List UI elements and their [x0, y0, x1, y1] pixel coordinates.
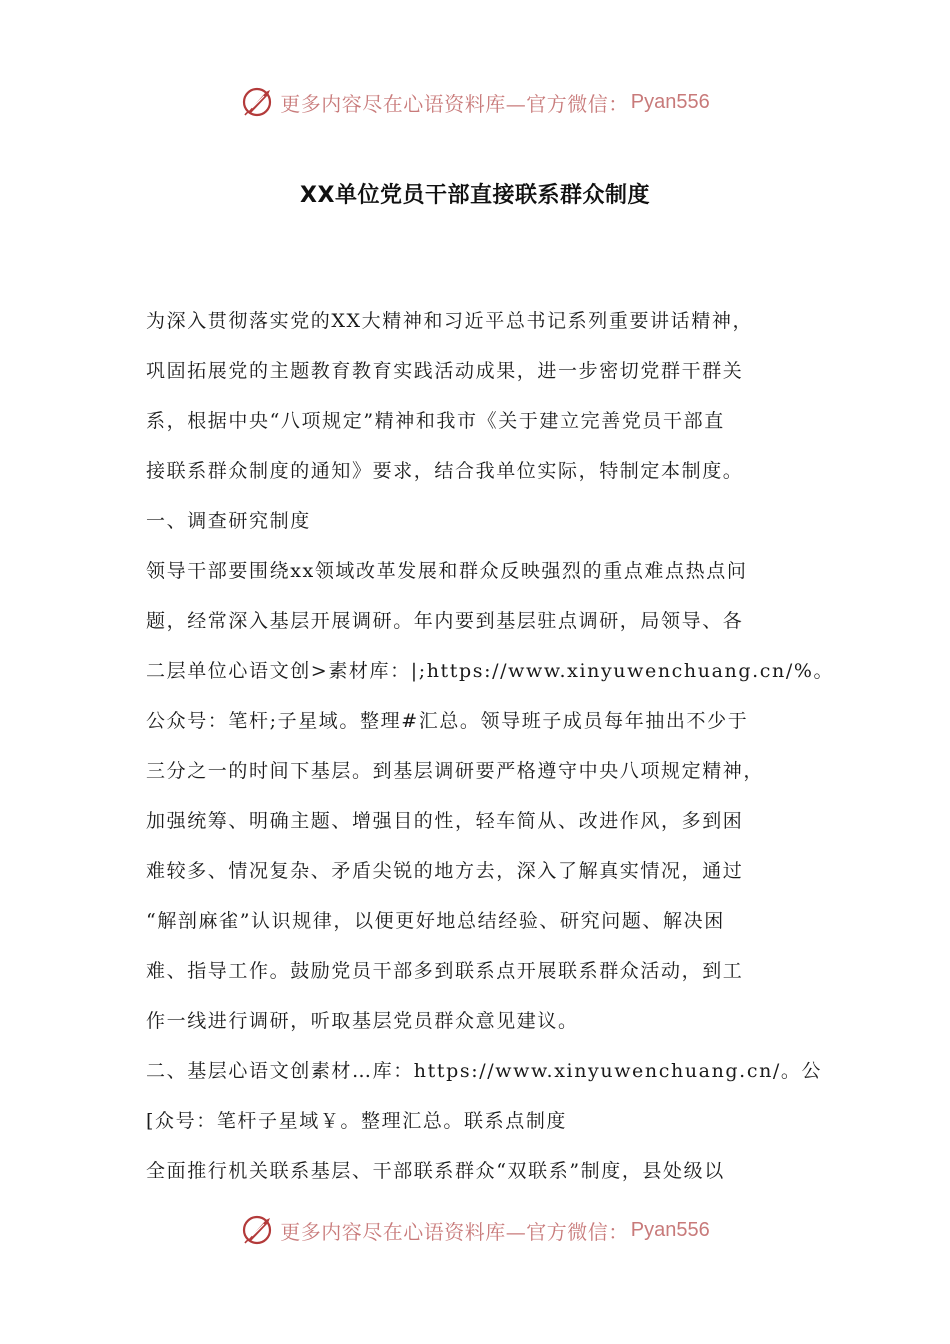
quill-pen-logo-icon: [240, 84, 276, 120]
body-line: 作一线进行调研，听取基层党员群众意见建议。: [146, 1010, 579, 1032]
watermark-wechat-id: Pyan556: [630, 1218, 710, 1241]
body-line: 公众号：笔杆;子星域。整理#汇总。领导班子成员每年抽出不少于: [146, 710, 749, 732]
body-line: 领导干部要围绕xx领域改革发展和群众反映强烈的重点难点热点问: [146, 560, 748, 582]
body-line: [众号：笔杆子星域￥。整理汇总。联系点制度: [146, 1110, 568, 1132]
body-line: 巩固拓展党的主题教育教育实践活动成果，进一步密切党群干群关: [146, 360, 744, 382]
body-line: 难、指导工作。鼓励党员干部多到联系点开展联系群众活动，到工: [146, 960, 744, 982]
document-title: XX单位党员干部直接联系群众制度: [300, 183, 650, 208]
watermark-text: 更多内容尽在心语资料库—官方微信：: [280, 91, 629, 116]
document-body: [146, 296, 835, 1196]
section-heading: 一、调查研究制度: [146, 510, 311, 532]
body-line: “解剖麻雀”认识规律，以便更好地总结经验、研究问题、解决困: [146, 910, 725, 932]
body-line: 难较多、情况复杂、矛盾尖锐的地方去，深入了解真实情况，通过: [146, 860, 744, 882]
body-line: 题，经常深入基层开展调研。年内要到基层驻点调研，局领导、各: [146, 610, 744, 632]
body-line: 接联系群众制度的通知》要求，结合我单位实际，特制定本制度。: [146, 460, 744, 482]
body-line: 三分之一的时间下基层。到基层调研要严格遵守中央八项规定精神，: [146, 760, 765, 782]
body-line: 系，根据中央“八项规定”精神和我市《关于建立完善党员干部直: [146, 410, 725, 432]
section-heading: 二、基层心语文创素材…库：https://www.xinyuwenchuang.cn/。公: [146, 1060, 823, 1082]
quill-pen-logo-icon: [240, 1212, 276, 1248]
watermark-wechat-id: Pyan556: [630, 90, 710, 113]
footer-watermark: [0, 1210, 950, 1250]
header-watermark: [0, 82, 950, 122]
body-line: 加强统筹、明确主题、增强目的性，轻车简从、改进作风，多到困: [146, 810, 744, 832]
body-line: 二层单位心语文创>素材库：|;https://www.xinyuwenchuang.cn/%。: [146, 660, 835, 682]
watermark-text: 更多内容尽在心语资料库—官方微信：: [280, 1219, 629, 1244]
body-line: 为深入贯彻落实党的XX大精神和习近平总书记系列重要讲话精神，: [146, 310, 754, 332]
body-line: 全面推行机关联系基层、干部联系群众“双联系”制度，县处级以: [146, 1160, 725, 1182]
